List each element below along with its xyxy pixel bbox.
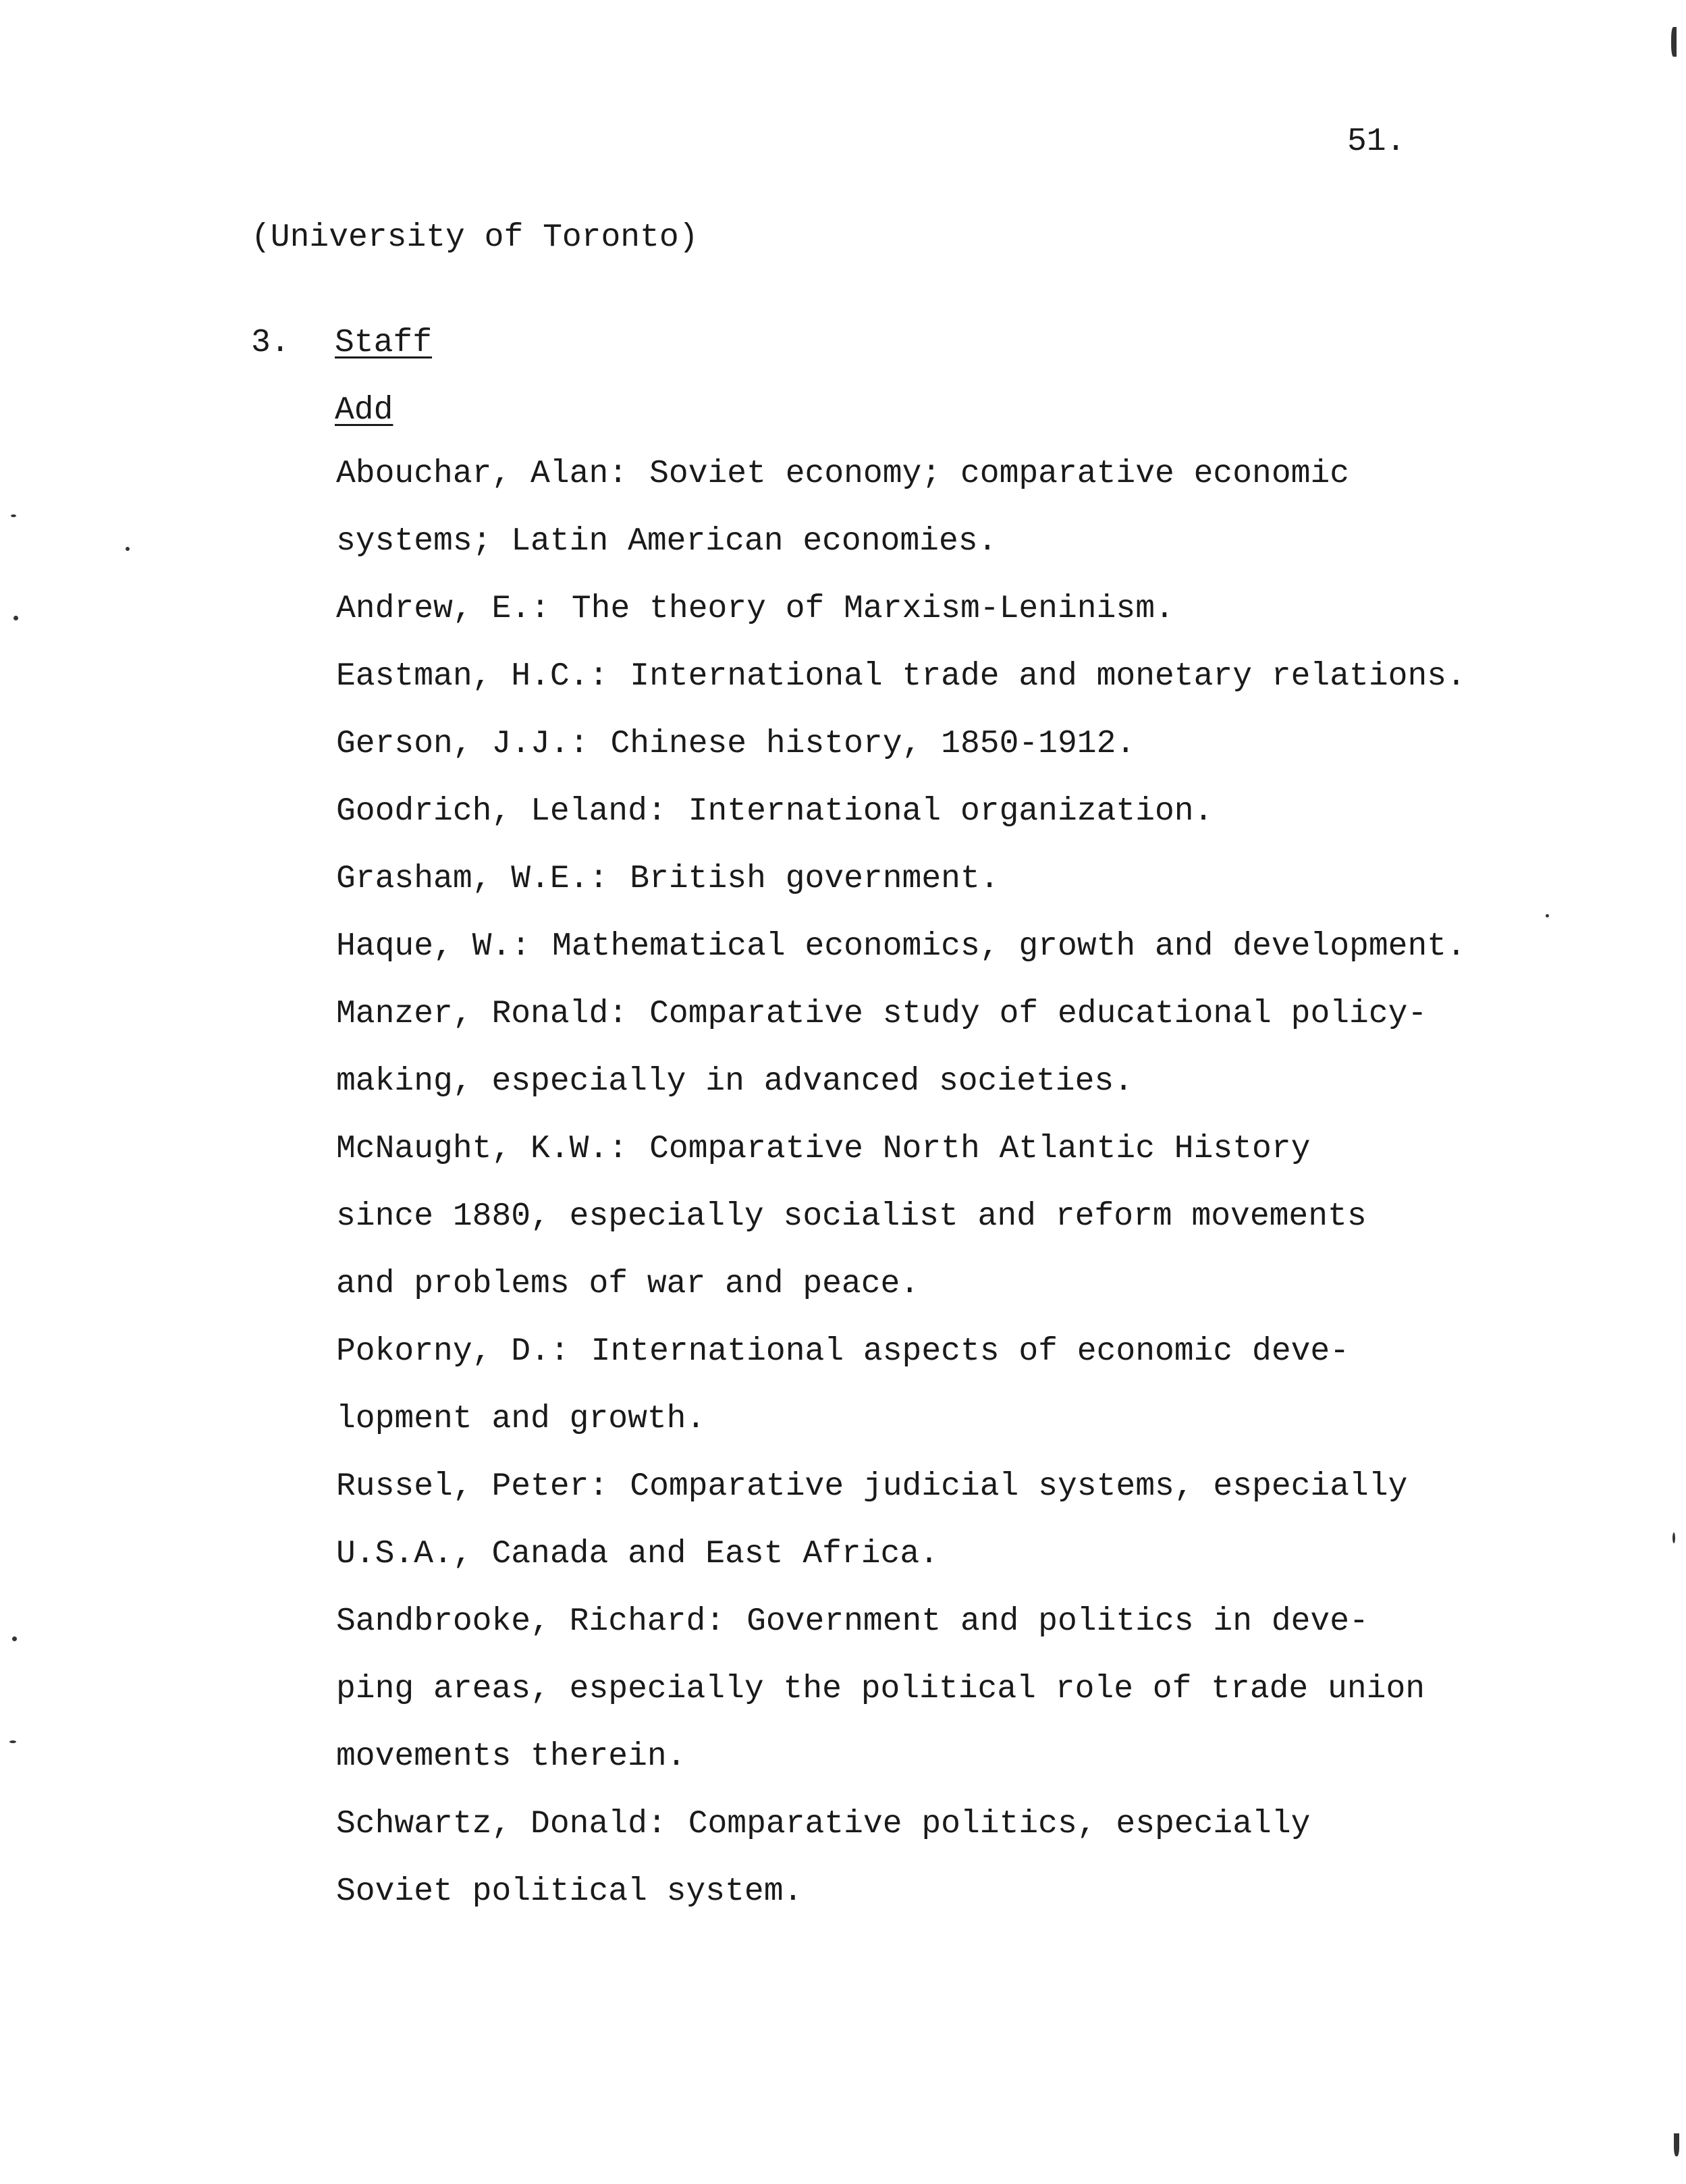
staff-member-name: Grasham, W.E.: — [336, 861, 609, 897]
staff-entry-line — [336, 1264, 1544, 1331]
staff-entry-line — [336, 1804, 1544, 1871]
staff-entry-line — [336, 926, 1544, 994]
staff-member-name: McNaught, K.W.: — [336, 1131, 628, 1167]
staff-research-interest: ping areas, especially the political role of trade union — [336, 1671, 1425, 1707]
staff-research-interest: movements therein. — [336, 1738, 686, 1775]
staff-entry-line — [336, 724, 1544, 791]
staff-entry-line — [336, 1669, 1544, 1736]
staff-research-interest: Mathematical economics, growth and development. — [552, 928, 1466, 965]
page-number: 51. — [1347, 124, 1406, 160]
staff-entry-line — [336, 1736, 1544, 1804]
staff-member-name: Schwartz, Donald: — [336, 1806, 667, 1842]
staff-entry-line — [336, 589, 1544, 656]
scan-speck — [1674, 2133, 1679, 2156]
staff-research-interest: making, especially in advanced societies. — [336, 1063, 1133, 1100]
staff-research-interest: lopment and growth. — [336, 1401, 706, 1437]
staff-entry-line — [336, 454, 1544, 521]
staff-research-interest: International aspects of economic deve- — [591, 1333, 1350, 1370]
subhead-add: Add — [335, 392, 393, 429]
staff-entry-line — [336, 791, 1544, 859]
staff-research-interest: Comparative judicial systems, especially — [630, 1468, 1408, 1505]
staff-entry-line — [336, 859, 1544, 926]
staff-research-interest: Comparative politics, especially — [688, 1806, 1311, 1842]
staff-entry-line — [336, 1129, 1544, 1196]
staff-entry-line — [336, 1331, 1544, 1399]
scan-speck — [13, 616, 18, 620]
staff-member-name: Pokorny, D.: — [336, 1333, 570, 1370]
staff-entry-line — [336, 994, 1544, 1061]
staff-member-name: Andrew, E.: — [336, 591, 550, 627]
institution-heading: (University of Toronto) — [251, 219, 699, 256]
section-number: 3. — [251, 325, 290, 361]
staff-entry-line — [336, 1061, 1544, 1129]
scan-speck — [1671, 27, 1677, 57]
staff-research-interest: Comparative North Atlantic History — [649, 1131, 1311, 1167]
staff-research-interest: International trade and monetary relations. — [630, 658, 1466, 695]
staff-entry-line — [336, 1196, 1544, 1264]
staff-entry-list — [336, 454, 1544, 1939]
staff-research-interest: British government. — [630, 861, 1000, 897]
staff-research-interest: Soviet economy; comparative economic — [649, 456, 1350, 492]
staff-entry-line — [336, 656, 1544, 724]
staff-entry-line — [336, 1534, 1544, 1601]
staff-member-name: Abouchar, Alan: — [336, 456, 628, 492]
staff-member-name: Goodrich, Leland: — [336, 793, 667, 830]
staff-entry-line — [336, 521, 1544, 589]
staff-research-interest: Soviet political system. — [336, 1873, 803, 1910]
staff-entry-line — [336, 1399, 1544, 1466]
staff-entry-line — [336, 1466, 1544, 1534]
staff-entry-line — [336, 1601, 1544, 1669]
staff-research-interest: Comparative study of educational policy- — [649, 996, 1427, 1032]
staff-research-interest: The theory of Marxism-Leninism. — [571, 591, 1174, 627]
scan-speck — [1673, 1533, 1675, 1543]
section-title: Staff — [335, 325, 433, 361]
staff-research-interest: Chinese history, 1850-1912. — [610, 726, 1136, 762]
staff-research-interest: and problems of war and peace. — [336, 1266, 920, 1302]
scan-speck — [126, 547, 130, 551]
staff-research-interest: U.S.A., Canada and East Africa. — [336, 1536, 939, 1572]
scan-speck — [12, 1636, 17, 1641]
scan-speck — [11, 514, 16, 517]
staff-member-name: Sandbrooke, Richard: — [336, 1603, 726, 1640]
staff-member-name: Eastman, H.C.: — [336, 658, 609, 695]
staff-member-name: Manzer, Ronald: — [336, 996, 628, 1032]
staff-research-interest: Government and politics in deve- — [746, 1603, 1369, 1640]
staff-member-name: Gerson, J.J.: — [336, 726, 589, 762]
staff-member-name: Russel, Peter: — [336, 1468, 609, 1505]
scan-speck — [1546, 914, 1549, 917]
staff-research-interest: International organization. — [688, 793, 1214, 830]
scan-speck — [9, 1740, 16, 1743]
staff-research-interest: systems; Latin American economies. — [336, 523, 998, 560]
staff-research-interest: since 1880, especially socialist and reform movements — [336, 1198, 1367, 1235]
staff-entry-line — [336, 1871, 1544, 1939]
staff-member-name: Haque, W.: — [336, 928, 531, 965]
